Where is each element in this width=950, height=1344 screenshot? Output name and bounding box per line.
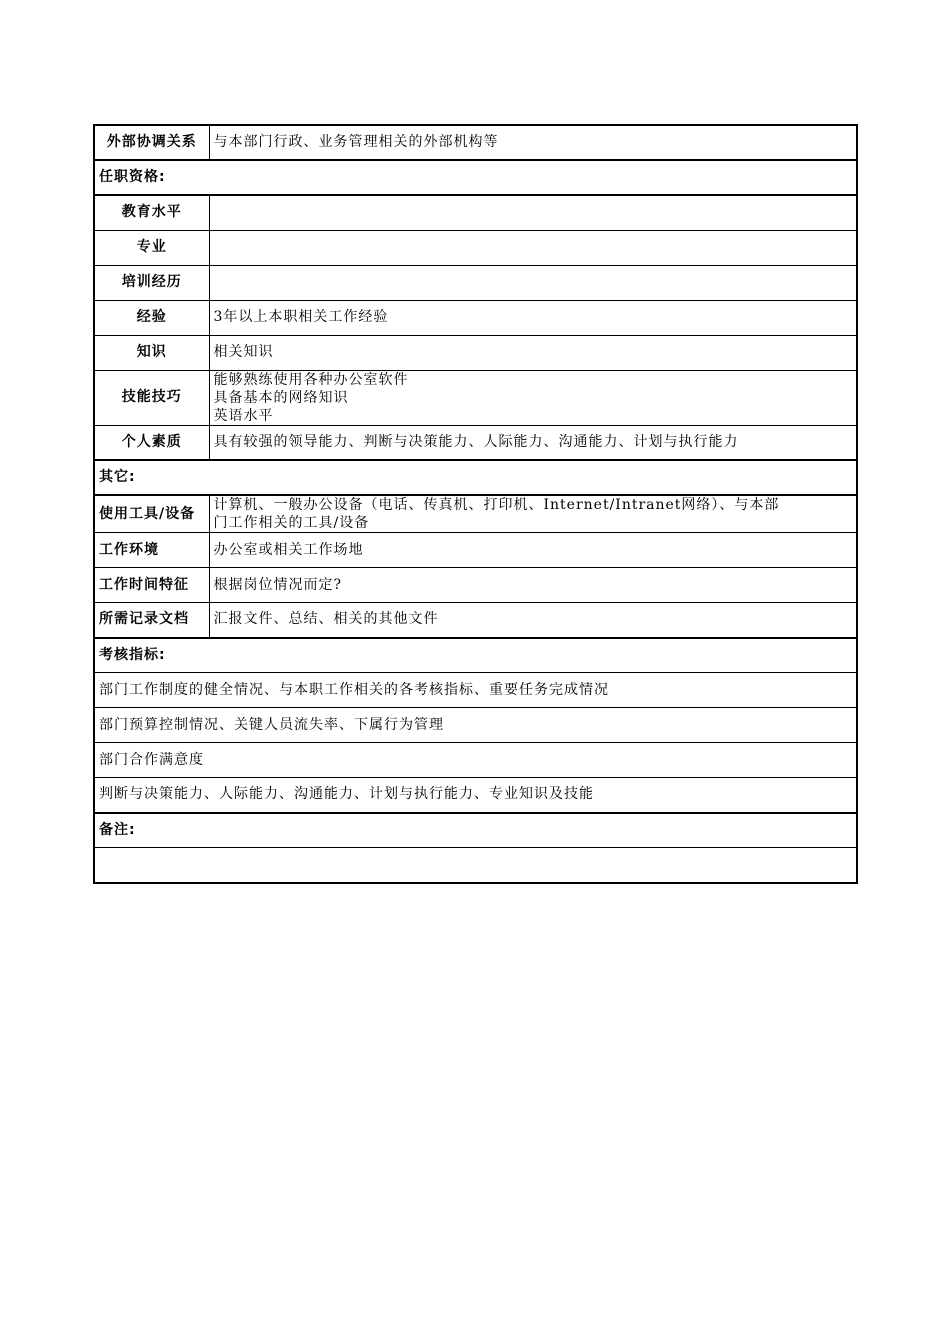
notes-heading: 备注:: [94, 813, 857, 848]
personal-label: 个人素质: [94, 425, 209, 460]
environment-label: 工作环境: [94, 533, 209, 568]
education-value: [209, 195, 857, 230]
other-heading: 其它:: [94, 460, 857, 495]
tools-label: 使用工具/设备: [94, 495, 209, 533]
external-value: 与本部门行政、业务管理相关的外部机构等: [209, 125, 857, 160]
records-label: 所需记录文档: [94, 603, 209, 638]
assessment-heading: 考核指标:: [94, 638, 857, 673]
knowledge-value: 相关知识: [209, 335, 857, 370]
qualifications-heading: 任职资格:: [94, 160, 857, 195]
skills-line: 能够熟练使用各种办公室软件: [213, 371, 409, 388]
major-label: 专业: [94, 230, 209, 265]
personal-value: 具有较强的领导能力、判断与决策能力、人际能力、沟通能力、计划与执行能力: [209, 425, 857, 460]
records-value: 汇报文件、总结、相关的其他文件: [209, 603, 857, 638]
job-description-table: [93, 124, 858, 884]
tools-line: 计算机、一般办公设备（电话、传真机、打印机、Internet/Intranet网络）、与本部: [213, 497, 780, 513]
external-label: 外部协调关系: [94, 125, 209, 160]
experience-label: 经验: [94, 300, 209, 335]
experience-value: 3年以上本职相关工作经验: [209, 300, 857, 335]
assessment-item: 判断与决策能力、人际能力、沟通能力、计划与执行能力、专业知识及技能: [94, 778, 857, 813]
tools-line: 门工作相关的工具/设备: [213, 515, 370, 531]
assessment-item: 部门工作制度的健全情况、与本职工作相关的各考核指标、重要任务完成情况: [94, 673, 857, 708]
skills-label: 技能技巧: [94, 370, 209, 425]
major-value: [209, 230, 857, 265]
worktime-label: 工作时间特征: [94, 568, 209, 603]
worktime-value: 根据岗位情况而定?: [209, 568, 857, 603]
notes-value: [94, 848, 857, 883]
assessment-item: 部门预算控制情况、关键人员流失率、下属行为管理: [94, 708, 857, 743]
environment-value: 办公室或相关工作场地: [209, 533, 857, 568]
skills-line: 英语水平: [213, 407, 274, 424]
skills-line: 具备基本的网络知识: [213, 389, 349, 406]
assessment-item: 部门合作满意度: [94, 743, 857, 778]
skills-value: [209, 370, 857, 425]
training-value: [209, 265, 857, 300]
tools-value: [209, 495, 857, 533]
training-label: 培训经历: [94, 265, 209, 300]
knowledge-label: 知识: [94, 335, 209, 370]
education-label: 教育水平: [94, 195, 209, 230]
